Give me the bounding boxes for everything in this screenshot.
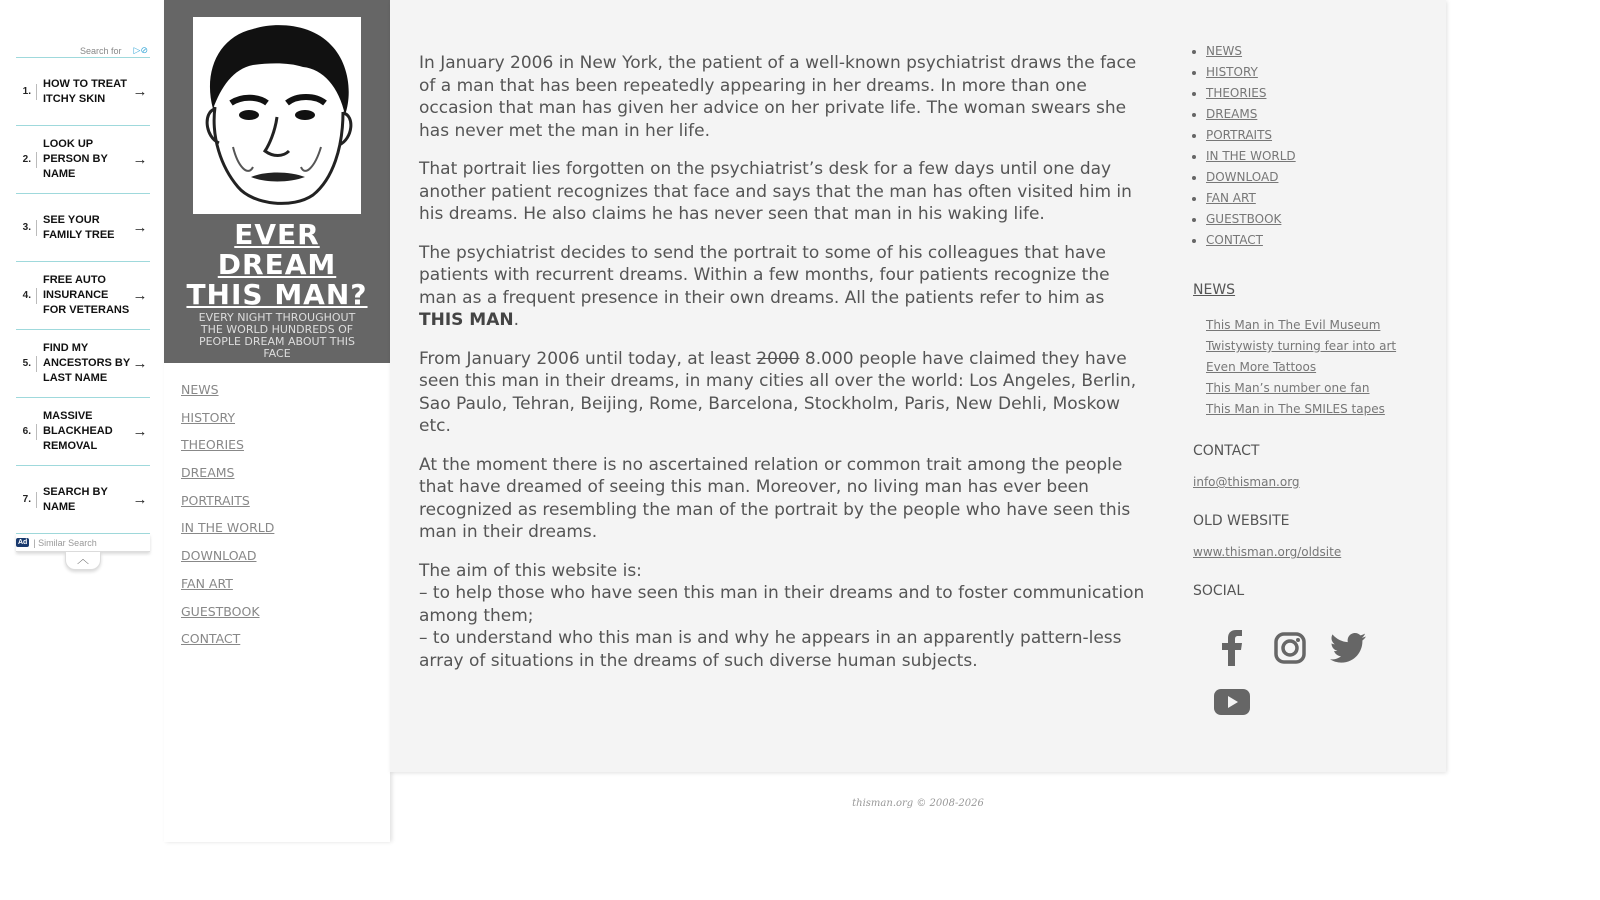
ad-item-number: 4. bbox=[22, 290, 31, 301]
ad-badge: Ad bbox=[18, 539, 28, 546]
aim-item: – to understand who this man is and why he appears in an apparently pattern-less array of situations in the dreams of such diverse human subjects. bbox=[419, 628, 1122, 671]
right-nav-link[interactable]: FAN ART bbox=[1206, 191, 1256, 205]
sidebar-nav-link[interactable]: THEORIES bbox=[181, 437, 244, 453]
right-nav-item bbox=[1206, 233, 1433, 254]
article-paragraph: In January 2006 in New York, the patient of a well-known psychiatrist draws the face of a man that has been repeatedly appearing in her dreams. In more than one occasion that man has given her advice on her private life. The woman swears she has never met the man in her life. bbox=[419, 53, 1137, 141]
ad-search-item[interactable] bbox=[16, 194, 150, 262]
right-nav-link[interactable]: NEWS bbox=[1206, 44, 1243, 58]
ad-item-number: 6. bbox=[22, 426, 31, 437]
right-nav-link[interactable]: DREAMS bbox=[1206, 107, 1258, 121]
ad-item-divider bbox=[36, 424, 37, 440]
right-nav-link[interactable]: PORTRAITS bbox=[1206, 128, 1273, 142]
sidebar-nav-item bbox=[181, 462, 390, 490]
sidebar-nav-item bbox=[181, 490, 390, 518]
right-nav bbox=[1193, 44, 1433, 254]
article-body bbox=[419, 52, 1151, 688]
sidebar-nav-item bbox=[181, 601, 390, 629]
right-nav-link[interactable]: THEORIES bbox=[1206, 86, 1267, 100]
news-item bbox=[1206, 314, 1433, 335]
article-paragraph: At the moment there is no ascertained relation or common trait among the people that have dreamed of seeing this man. Moreover, no living man has ever been recognized as resembling the man of the portrait by the people who have seen this man in their dreams. bbox=[419, 454, 1131, 542]
news-list bbox=[1193, 314, 1433, 419]
content-panel bbox=[390, 0, 1446, 772]
site-title[interactable] bbox=[164, 220, 390, 310]
sidebar-nav-link[interactable]: DOWNLOAD bbox=[181, 548, 257, 564]
ad-item-number: 7. bbox=[22, 494, 31, 505]
right-nav-item bbox=[1206, 128, 1433, 149]
site-brand bbox=[164, 0, 390, 363]
right-nav-link[interactable]: IN THE WORLD bbox=[1206, 149, 1296, 163]
sidebar-nav-link[interactable]: CONTACT bbox=[181, 631, 241, 647]
ad-search-item[interactable] bbox=[16, 58, 150, 126]
ad-widget bbox=[16, 44, 150, 570]
arrow-right-icon[interactable]: → bbox=[132, 423, 148, 440]
news-widget-title[interactable]: NEWS bbox=[1193, 282, 1236, 298]
old-website-link[interactable]: www.thisman.org/oldsite bbox=[1193, 545, 1342, 559]
news-item bbox=[1206, 398, 1433, 419]
ad-item-divider bbox=[36, 356, 37, 372]
arrow-right-icon[interactable]: → bbox=[132, 355, 148, 372]
sidebar-nav-item bbox=[181, 628, 390, 656]
site-title-line[interactable]: DREAM bbox=[217, 248, 337, 281]
ad-search-label: Search for bbox=[80, 45, 122, 56]
aim-heading: The aim of this website is: bbox=[419, 560, 642, 581]
sidebar-nav-link[interactable]: IN THE WORLD bbox=[181, 520, 275, 536]
article-text: 8.000 people have claimed they have seen this man in their dreams, in many cities all over the world: Los Angeles, Berlin, Sao Paulo, Tehran, Beijing, Rome, Barcelona, Stockholm, Paris, New Dehli, Moskow etc. bbox=[419, 348, 1137, 436]
right-nav-item bbox=[1206, 191, 1433, 212]
article-paragraph bbox=[419, 242, 1151, 332]
ad-item-divider bbox=[36, 220, 37, 236]
news-link[interactable]: This Man in The SMILES tapes bbox=[1206, 402, 1385, 416]
ad-item-number: 2. bbox=[22, 154, 31, 165]
site-tagline: EVERY NIGHT THROUGHOUT THE WORLD HUNDREDS OF PEOPLE DREAM ABOUT THIS FACE bbox=[198, 311, 356, 360]
right-nav-item bbox=[1206, 86, 1433, 107]
arrow-right-icon[interactable]: → bbox=[132, 83, 148, 100]
ad-item-number: 1. bbox=[22, 86, 31, 97]
sidebar-nav-link[interactable]: HISTORY bbox=[181, 409, 236, 425]
news-link[interactable]: Even More Tattoos bbox=[1206, 360, 1317, 374]
ad-header bbox=[16, 44, 150, 58]
social-widget-title: SOCIAL bbox=[1193, 583, 1245, 599]
right-nav-item bbox=[1206, 44, 1433, 65]
aim-item: – to help those who have seen this man in their dreams and to foster communication among them; bbox=[419, 583, 1145, 626]
sidebar-nav-link[interactable]: GUESTBOOK bbox=[181, 603, 260, 619]
this-man-portrait bbox=[193, 17, 361, 214]
sidebar-nav bbox=[164, 363, 390, 656]
article-paragraph bbox=[419, 348, 1151, 438]
site-sidebar bbox=[164, 0, 390, 842]
right-nav-link[interactable]: CONTACT bbox=[1206, 233, 1263, 247]
sidebar-nav-item bbox=[181, 517, 390, 545]
ad-item-label[interactable]: FREE AUTO INSURANCE FOR VETERANS bbox=[43, 274, 130, 316]
contact-email-link[interactable]: info@thisman.org bbox=[1193, 475, 1300, 489]
news-link[interactable]: This Man in The Evil Museum bbox=[1206, 318, 1381, 332]
sidebar-nav-link[interactable]: NEWS bbox=[181, 382, 219, 397]
ad-item-label[interactable]: SEARCH BY NAME bbox=[43, 485, 108, 513]
ad-search-item[interactable] bbox=[16, 330, 150, 398]
ad-item-divider bbox=[36, 152, 37, 168]
ad-search-item[interactable] bbox=[16, 262, 150, 330]
right-nav-item bbox=[1206, 170, 1433, 191]
contact-widget-title: CONTACT bbox=[1193, 443, 1260, 459]
news-item bbox=[1206, 335, 1433, 356]
similar-search-label[interactable]: | Similar Search bbox=[33, 537, 97, 548]
article-paragraph: That portrait lies forgotten on the psychiatrist’s desk for a few days until one day another patient recognizes that face and says that the man has often visited him in his dreams. He also claims he has never seen that man in his waking life. bbox=[419, 159, 1132, 224]
facebook-icon[interactable] bbox=[1203, 621, 1261, 675]
news-link[interactable]: Twistywisty turning fear into art bbox=[1206, 339, 1397, 353]
arrow-right-icon[interactable]: → bbox=[132, 151, 148, 168]
arrow-right-icon[interactable]: → bbox=[132, 491, 148, 508]
this-man-emphasis: THIS MAN bbox=[419, 310, 514, 330]
adchoices-icon[interactable]: ▷⊘ bbox=[133, 45, 148, 56]
article-paragraph bbox=[419, 560, 1151, 673]
ad-item-label[interactable]: LOOK UP PERSON BY NAME bbox=[43, 138, 108, 180]
arrow-right-icon[interactable]: → bbox=[132, 219, 148, 236]
article-text: . bbox=[513, 310, 520, 330]
site-title-line[interactable]: EVER bbox=[234, 218, 320, 251]
ad-item-divider bbox=[36, 492, 37, 508]
ad-search-item[interactable] bbox=[16, 466, 150, 534]
ad-item-divider bbox=[36, 288, 37, 304]
sidebar-nav-link[interactable]: FAN ART bbox=[181, 575, 233, 591]
ad-search-item[interactable] bbox=[16, 398, 150, 466]
right-nav-item bbox=[1206, 212, 1433, 233]
social-icons bbox=[1193, 621, 1393, 729]
struck-number: 2000 bbox=[756, 348, 800, 369]
news-link[interactable]: This Man’s number one fan bbox=[1206, 381, 1370, 395]
ad-item-label[interactable]: HOW TO TREAT ITCHY SKIN bbox=[43, 77, 127, 105]
ad-search-item[interactable] bbox=[16, 126, 150, 194]
news-item bbox=[1206, 356, 1433, 377]
sidebar-nav-item bbox=[181, 407, 390, 435]
ad-item-label[interactable]: MASSIVE BLACKHEAD REMOVAL bbox=[43, 410, 113, 452]
ad-item-number: 3. bbox=[22, 222, 31, 233]
sidebar-nav-item bbox=[181, 379, 390, 407]
twitter-icon[interactable] bbox=[1319, 621, 1377, 675]
right-nav-item bbox=[1206, 149, 1433, 170]
right-nav-item bbox=[1206, 65, 1433, 86]
collapse-chevron-up-icon[interactable]: ︿ bbox=[65, 552, 101, 570]
old-website-widget-title: OLD WEBSITE bbox=[1193, 513, 1290, 529]
article-text: The psychiatrist decides to send the portrait to some of his colleagues that have patients with recurrent dreams. Within a few months, four patients recognize the man as a frequent presence in their own dreams. All the patients refer to him as bbox=[419, 242, 1110, 308]
news-item bbox=[1206, 377, 1433, 398]
right-sidebar bbox=[1193, 44, 1433, 729]
arrow-right-icon[interactable]: → bbox=[132, 287, 148, 304]
site-title-line[interactable]: THIS MAN? bbox=[186, 278, 368, 311]
ad-item-number: 5. bbox=[22, 358, 31, 369]
ad-item-label[interactable]: FIND MY ANCESTORS BY LAST NAME bbox=[43, 342, 131, 384]
right-nav-link[interactable]: HISTORY bbox=[1206, 65, 1258, 79]
ad-item-divider bbox=[36, 84, 37, 100]
sidebar-nav-link[interactable]: PORTRAITS bbox=[181, 492, 250, 508]
youtube-icon[interactable] bbox=[1203, 675, 1261, 729]
sidebar-nav-link[interactable]: DREAMS bbox=[181, 465, 235, 481]
article-text: From January 2006 until today, at least bbox=[419, 348, 757, 369]
ad-item-label[interactable]: SEE YOUR FAMILY TREE bbox=[43, 213, 115, 241]
sidebar-nav-item bbox=[181, 573, 390, 601]
footer-copyright: thisman.org © 2008-2026 bbox=[852, 798, 984, 809]
right-nav-link[interactable]: DOWNLOAD bbox=[1206, 170, 1279, 184]
sidebar-nav-item bbox=[181, 434, 390, 462]
ad-footer bbox=[16, 534, 150, 552]
instagram-icon[interactable] bbox=[1261, 621, 1319, 675]
right-nav-link[interactable]: GUESTBOOK bbox=[1206, 212, 1282, 226]
sidebar-nav-item bbox=[181, 545, 390, 573]
right-nav-item bbox=[1206, 107, 1433, 128]
